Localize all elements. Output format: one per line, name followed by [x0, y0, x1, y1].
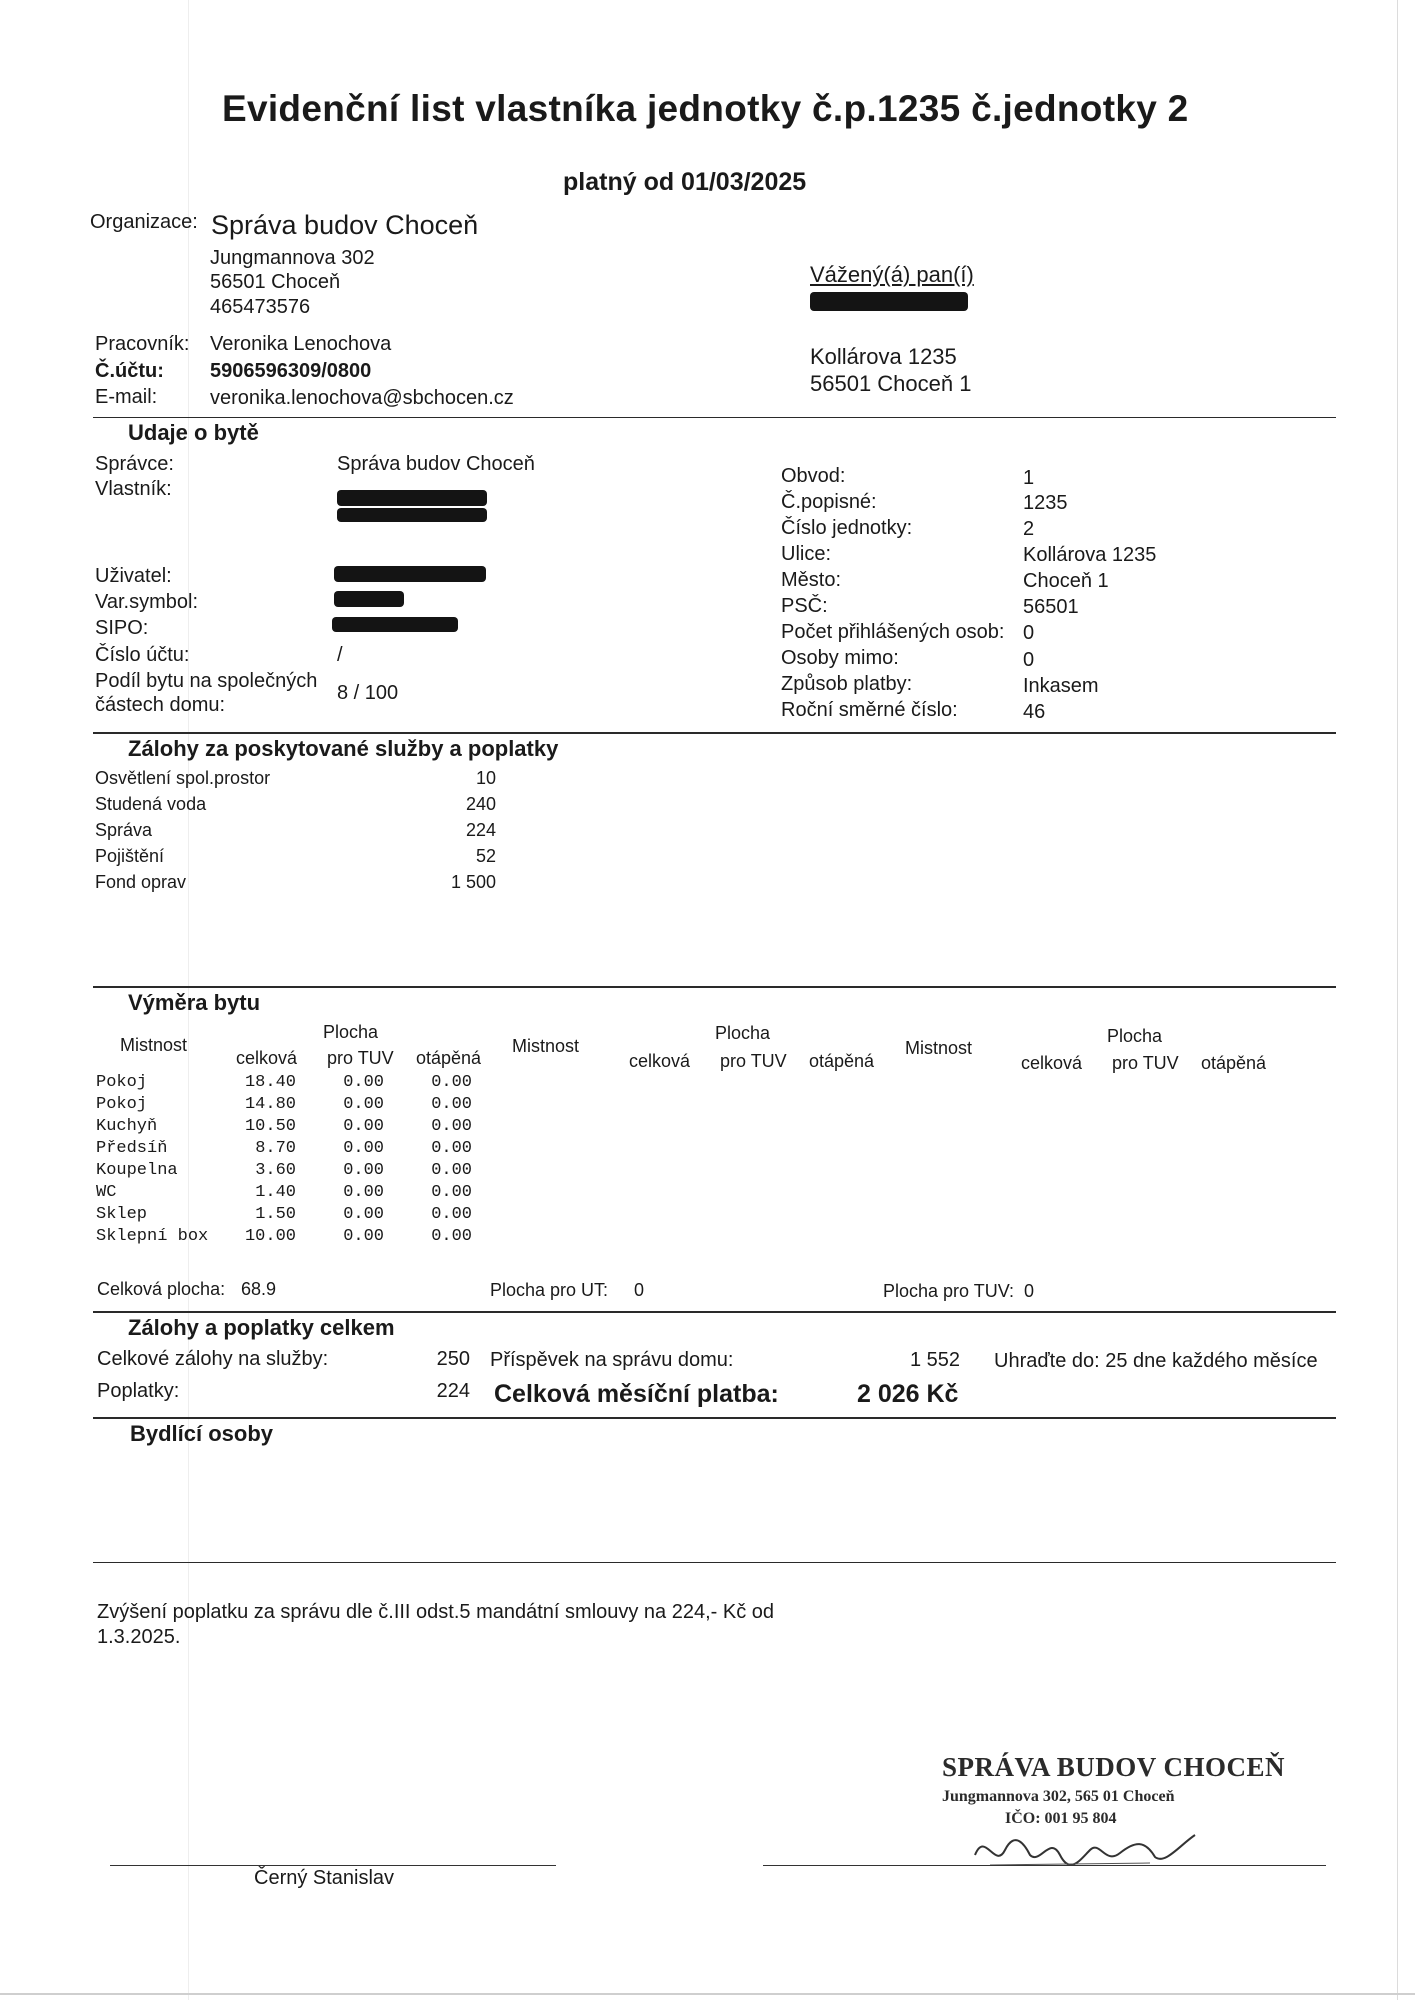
col-total: celková [1021, 1053, 1083, 1073]
fees-value: 224 [436, 1380, 470, 1402]
divider-1 [93, 417, 1336, 418]
room-tuv: 0.00 [343, 1139, 384, 1158]
city-value: Choceň 1 [1023, 570, 1109, 592]
account-number: 5906596309/0800 [210, 360, 372, 382]
room-total: 3.60 [255, 1161, 296, 1180]
advance-label: Správa [95, 820, 153, 840]
divider-6 [93, 1562, 1336, 1563]
room-heated: 0.00 [431, 1117, 472, 1136]
advances-heading: Zálohy za poskytované služby a poplatky [128, 736, 559, 761]
cpopisne-value: 1235 [1023, 492, 1068, 514]
divider-5 [93, 1417, 1336, 1419]
persons-away-value: 0 [1023, 649, 1035, 671]
ut-area-label: Plocha pro UT: [490, 1280, 609, 1300]
room-total: 10.50 [244, 1117, 296, 1136]
redacted-recipient-name [810, 292, 968, 311]
col-heated: otápěná [1201, 1053, 1267, 1073]
col-room: Mistnost [512, 1036, 580, 1056]
room-total: 1.40 [255, 1183, 296, 1202]
room-name: Předsíň [96, 1139, 168, 1158]
room-name: Pokoj [96, 1073, 148, 1092]
worker-label: Pracovník: [95, 333, 190, 355]
room-heated: 0.00 [431, 1183, 472, 1202]
payment-method-value: Inkasem [1023, 675, 1099, 697]
account-no-value: / [337, 644, 343, 666]
handwritten-signature [970, 1825, 1200, 1884]
worker-name: Veronika Lenochova [210, 333, 392, 355]
room-tuv: 0.00 [343, 1227, 384, 1246]
obvod-label: Obvod: [781, 465, 846, 487]
sipo-label: SIPO: [95, 617, 149, 639]
note-line-1: Zvýšení poplatku za správu dle č.III odst.5 mandátní smlouvy na 224,- Kč od [97, 1601, 775, 1623]
redacted-owner-2 [337, 508, 487, 522]
annual-index-value: 46 [1023, 701, 1046, 723]
org-label: Organizace: [90, 211, 198, 233]
room-heated: 0.00 [431, 1139, 472, 1158]
room-tuv: 0.00 [343, 1073, 384, 1092]
total-area-value: 68.9 [241, 1279, 277, 1299]
room-total: 18.40 [244, 1073, 296, 1092]
varsymbol-label: Var.symbol: [95, 591, 198, 613]
tuv-area-value: 0 [1024, 1281, 1035, 1301]
redacted-sipo [332, 617, 458, 632]
spravce-label: Správce: [95, 453, 174, 475]
share-label-2: částech domu: [95, 694, 226, 716]
col-tuv: pro TUV [1112, 1053, 1179, 1073]
persons-value: 0 [1023, 622, 1035, 644]
col-area: Plocha [1107, 1026, 1163, 1046]
col-heated: otápěná [416, 1048, 482, 1068]
owner-label: Vlastník: [95, 478, 172, 500]
document-title: Evidenční list vlastníka jednotky č.p.1235 č.jednotky 2 [222, 88, 1189, 129]
redacted-owner-1 [337, 490, 487, 506]
totals-heading: Zálohy a poplatky celkem [128, 1315, 395, 1340]
room-heated: 0.00 [431, 1095, 472, 1114]
psc-label: PSČ: [781, 595, 828, 617]
col-heated: otápěná [809, 1051, 875, 1071]
org-phone: 465473576 [210, 296, 311, 318]
stamp-title: SPRÁVA BUDOV CHOCEŇ [942, 1752, 1286, 1782]
monthly-payment-label: Celková měsíční platba: [494, 1380, 779, 1408]
room-total: 14.80 [244, 1095, 296, 1114]
redacted-varsymbol [334, 591, 404, 607]
room-heated: 0.00 [431, 1073, 472, 1092]
col-area: Plocha [715, 1023, 771, 1043]
residents-heading: Bydlící osoby [130, 1421, 274, 1446]
room-name: Sklepní box [96, 1227, 209, 1246]
advance-value: 240 [465, 794, 496, 814]
due-text: Uhraďte do: 25 dne každého měsíce [994, 1350, 1318, 1372]
advance-label: Pojištění [95, 846, 165, 866]
payment-method-label: Způsob platby: [781, 673, 913, 695]
psc-value: 56501 [1023, 596, 1079, 618]
contribution-value: 1 552 [909, 1349, 960, 1371]
divider-4 [93, 1311, 1336, 1313]
divider-3 [93, 986, 1336, 988]
tuv-area-label: Plocha pro TUV: [883, 1281, 1015, 1301]
room-heated: 0.00 [431, 1161, 472, 1180]
persons-away-label: Osoby mimo: [781, 647, 899, 669]
signer-name: Černý Stanislav [254, 1867, 395, 1889]
col-total: celková [629, 1051, 691, 1071]
services-value: 250 [436, 1348, 470, 1370]
advance-value: 224 [465, 820, 496, 840]
room-name: WC [96, 1183, 117, 1202]
advance-value: 10 [475, 768, 496, 788]
ut-area-value: 0 [634, 1280, 645, 1300]
monthly-payment-value: 2 026 Kč [857, 1380, 959, 1408]
unit-info-heading: Udaje o bytě [128, 420, 259, 445]
email-address: veronika.lenochova@sbchocen.cz [210, 387, 514, 409]
services-label: Celkové zálohy na služby: [97, 1348, 329, 1370]
recipient-street: Kollárova 1235 [810, 344, 957, 369]
room-name: Koupelna [96, 1161, 178, 1180]
street-label: Ulice: [781, 543, 832, 565]
share-value: 8 / 100 [337, 682, 399, 704]
obvod-value: 1 [1023, 467, 1035, 489]
advance-value: 52 [475, 846, 496, 866]
street-value: Kollárova 1235 [1023, 544, 1157, 566]
recipient-salutation: Vážený(á) pan(í) [810, 262, 974, 287]
room-heated: 0.00 [431, 1205, 472, 1224]
stamp-address: Jungmannova 302, 565 01 Choceň [942, 1788, 1175, 1805]
room-total: 10.00 [244, 1227, 296, 1246]
spravce-value: Správa budov Choceň [337, 453, 535, 475]
advance-label: Osvětlení spol.prostor [95, 768, 271, 788]
user-label: Uživatel: [95, 565, 172, 587]
note-line-2: 1.3.2025. [97, 1626, 181, 1648]
col-room: Mistnost [120, 1035, 188, 1055]
signature-scribble [970, 1825, 1200, 1875]
signature-line-right [763, 1865, 1326, 1866]
advance-label: Fond oprav [95, 872, 187, 892]
advance-label: Studená voda [95, 794, 207, 814]
room-total: 1.50 [255, 1205, 296, 1224]
unit-no-label: Číslo jednotky: [781, 517, 913, 539]
recipient-city: 56501 Choceň 1 [810, 371, 972, 396]
cpopisne-label: Č.popisné: [781, 491, 877, 513]
col-total: celková [236, 1048, 298, 1068]
room-total: 8.70 [255, 1139, 296, 1158]
persons-label: Počet přihlášených osob: [781, 621, 1005, 643]
room-tuv: 0.00 [343, 1183, 384, 1202]
unit-no-value: 2 [1023, 518, 1035, 540]
col-area: Plocha [323, 1022, 379, 1042]
total-area-label: Celková plocha: [97, 1279, 226, 1299]
org-name: Správa budov Choceň [211, 210, 479, 240]
account-no-label: Číslo účtu: [95, 644, 190, 666]
email-label: E-mail: [95, 386, 158, 408]
room-name: Sklep [96, 1205, 148, 1224]
fees-label: Poplatky: [97, 1380, 180, 1402]
room-name: Pokoj [96, 1095, 148, 1114]
stamp-ico: IČO: 001 95 804 [1005, 1810, 1117, 1827]
signature-line-left [110, 1865, 556, 1866]
room-tuv: 0.00 [343, 1095, 384, 1114]
advance-value: 1 500 [450, 872, 496, 892]
org-city: 56501 Choceň [210, 271, 341, 293]
valid-from: platný od 01/03/2025 [563, 168, 807, 196]
share-label-1: Podíl bytu na společných [95, 670, 318, 692]
room-tuv: 0.00 [343, 1161, 384, 1180]
contribution-label: Příspěvek na správu domu: [490, 1349, 734, 1371]
room-tuv: 0.00 [343, 1205, 384, 1224]
col-tuv: pro TUV [327, 1048, 394, 1068]
annual-index-label: Roční směrné číslo: [781, 699, 958, 721]
col-tuv: pro TUV [720, 1051, 787, 1071]
city-label: Město: [781, 569, 842, 591]
room-name: Kuchyň [96, 1117, 158, 1136]
redacted-user [334, 566, 486, 582]
area-heading: Výměra bytu [128, 990, 261, 1015]
divider-2 [93, 732, 1336, 734]
col-room: Mistnost [905, 1038, 973, 1058]
room-heated: 0.00 [431, 1227, 472, 1246]
room-tuv: 0.00 [343, 1117, 384, 1136]
org-street: Jungmannova 302 [210, 247, 375, 269]
account-label: Č.účtu: [95, 360, 164, 382]
